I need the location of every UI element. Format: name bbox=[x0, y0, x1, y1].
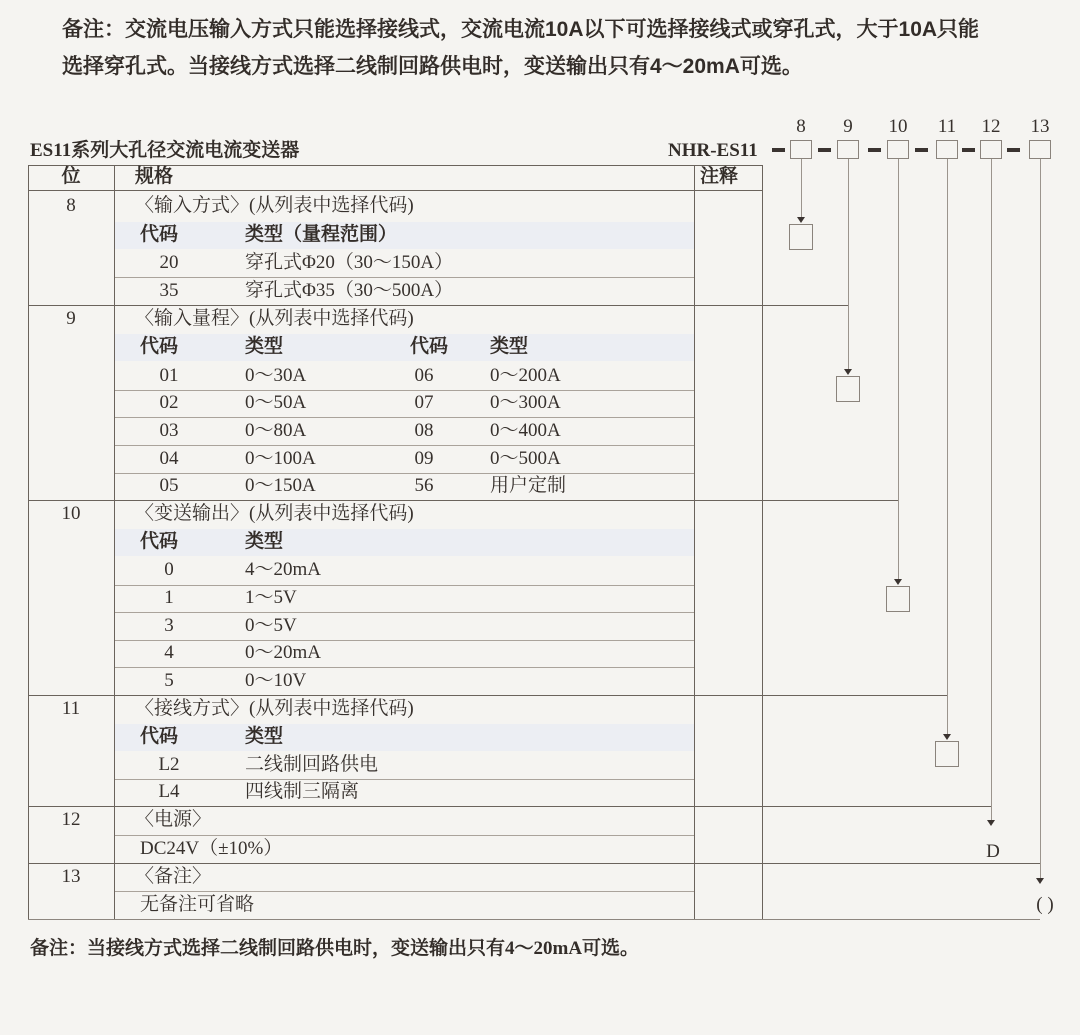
code-column-header: 代码 bbox=[140, 531, 179, 552]
dash-separator bbox=[915, 148, 928, 152]
type-column-header: 类型（量程范围） bbox=[245, 224, 398, 245]
code-cell: 08 bbox=[414, 420, 434, 441]
position-number: 13 bbox=[61, 866, 81, 887]
value-cell: 无备注可省略 bbox=[140, 894, 255, 915]
digit-label-12: 12 bbox=[981, 116, 1001, 137]
type-column-header: 类型 bbox=[245, 726, 284, 747]
model-digit-box-8 bbox=[790, 140, 812, 159]
type-cell: 0～10V bbox=[245, 670, 307, 691]
type-column-header: 类型 bbox=[490, 336, 529, 357]
code-cell: 03 bbox=[159, 420, 179, 441]
arrow-down-icon bbox=[797, 217, 805, 223]
code-cell: 56 bbox=[414, 475, 434, 496]
model-digit-box-12 bbox=[980, 140, 1002, 159]
model-digit-box-9 bbox=[837, 140, 859, 159]
top-note-line-1: 备注：交流电压输入方式只能选择接线式，交流电流10A以下可选择接线式或穿孔式，大于10A只能 bbox=[62, 18, 980, 41]
code-cell: 05 bbox=[159, 475, 179, 496]
code-header-band bbox=[115, 724, 694, 751]
code-column-header: 代码 bbox=[140, 224, 179, 245]
target-box-9 bbox=[836, 376, 860, 402]
group-label: 〈变送输出〉(从列表中选择代码) bbox=[135, 503, 414, 524]
type-cell: 0～50A bbox=[245, 392, 307, 413]
dash-separator bbox=[772, 148, 785, 152]
type-cell: 二线制回路供电 bbox=[245, 754, 379, 775]
dash-separator bbox=[1007, 148, 1020, 152]
code-header-band bbox=[115, 529, 694, 556]
bottom-note: 备注：当接线方式选择二线制回路供电时，变送输出只有4～20mA可选。 bbox=[30, 938, 640, 959]
connector-line-13 bbox=[1040, 159, 1041, 878]
dash-separator bbox=[962, 148, 975, 152]
page-title: ES11系列大孔径交流电流变送器 bbox=[30, 140, 300, 161]
model-digit-box-13 bbox=[1029, 140, 1051, 159]
type-cell: 0～300A bbox=[490, 392, 561, 413]
digit-label-11: 11 bbox=[937, 116, 957, 137]
code-cell: 20 bbox=[159, 252, 179, 273]
type-cell: 穿孔式Φ35（30～500A） bbox=[245, 280, 454, 301]
group-label: 〈输入量程〉(从列表中选择代码) bbox=[135, 308, 414, 329]
type-column-header: 类型 bbox=[245, 336, 284, 357]
arrow-down-icon bbox=[1036, 878, 1044, 884]
type-column-header: 类型 bbox=[245, 531, 284, 552]
code-cell: 01 bbox=[159, 365, 179, 386]
model-digit-box-11 bbox=[936, 140, 958, 159]
group-label: 〈接线方式〉(从列表中选择代码) bbox=[135, 698, 414, 719]
code-cell: 4 bbox=[164, 642, 174, 663]
code-cell: 3 bbox=[164, 615, 174, 636]
arrow-down-icon bbox=[987, 820, 995, 826]
code-cell: 09 bbox=[414, 448, 434, 469]
code-cell: L2 bbox=[158, 754, 180, 775]
type-cell: 0～500A bbox=[490, 448, 561, 469]
type-cell: 1～5V bbox=[245, 587, 297, 608]
target-box-8 bbox=[789, 224, 813, 250]
code-header-band bbox=[115, 334, 694, 361]
group-label: 〈输入方式〉(从列表中选择代码) bbox=[135, 195, 414, 216]
type-cell: 0～150A bbox=[245, 475, 316, 496]
type-cell: 0～200A bbox=[490, 365, 561, 386]
target-box-10 bbox=[886, 586, 910, 612]
type-cell: 0～5V bbox=[245, 615, 297, 636]
code-value-13: ( ) bbox=[1036, 894, 1054, 915]
model-digit-box-10 bbox=[887, 140, 909, 159]
header-spec: 规格 bbox=[135, 166, 174, 187]
code-cell: 1 bbox=[164, 587, 174, 608]
connector-line-12 bbox=[991, 159, 992, 820]
code-cell: 02 bbox=[159, 392, 179, 413]
digit-label-9: 9 bbox=[843, 116, 853, 137]
type-cell: 0～20mA bbox=[245, 642, 322, 663]
type-cell: 0～30A bbox=[245, 365, 307, 386]
code-cell: 5 bbox=[164, 670, 174, 691]
type-cell: 4～20mA bbox=[245, 559, 322, 580]
connector-line-10 bbox=[898, 159, 899, 579]
connector-line-11 bbox=[947, 159, 948, 734]
group-label: 〈备注〉 bbox=[135, 866, 212, 887]
digit-label-10: 10 bbox=[888, 116, 908, 137]
type-cell: 穿孔式Φ20（30～150A） bbox=[245, 252, 454, 273]
type-cell: 用户定制 bbox=[490, 475, 567, 496]
connector-line-8 bbox=[801, 159, 802, 217]
header-note: 注释 bbox=[700, 166, 739, 187]
position-number: 11 bbox=[61, 698, 81, 719]
code-column-header: 代码 bbox=[140, 726, 179, 747]
type-cell: 四线制三隔离 bbox=[245, 781, 360, 802]
position-number: 9 bbox=[66, 308, 76, 329]
arrow-down-icon bbox=[894, 579, 902, 585]
code-cell: 35 bbox=[159, 280, 179, 301]
code-cell: 0 bbox=[164, 559, 174, 580]
code-cell: 04 bbox=[159, 448, 179, 469]
code-column-header: 代码 bbox=[140, 336, 179, 357]
digit-label-13: 13 bbox=[1030, 116, 1050, 137]
target-box-11 bbox=[935, 741, 959, 767]
position-number: 10 bbox=[61, 503, 81, 524]
table-border-bottom bbox=[28, 919, 1040, 920]
code-cell: L4 bbox=[158, 781, 180, 802]
connector-line-9 bbox=[848, 159, 849, 369]
code-column-header: 代码 bbox=[410, 336, 449, 357]
code-cell: 07 bbox=[414, 392, 434, 413]
code-value-12: D bbox=[986, 841, 1000, 862]
code-cell: 06 bbox=[414, 365, 434, 386]
position-number: 8 bbox=[66, 195, 76, 216]
digit-label-8: 8 bbox=[796, 116, 806, 137]
dash-separator bbox=[818, 148, 831, 152]
header-position: 位 bbox=[61, 166, 81, 187]
top-note-line-2: 选择穿孔式。当接线方式选择二线制回路供电时，变送输出只有4～20mA可选。 bbox=[62, 55, 803, 78]
arrow-down-icon bbox=[943, 734, 951, 740]
group-label: 〈电源〉 bbox=[135, 809, 212, 830]
position-number: 12 bbox=[61, 809, 81, 830]
type-cell: 0～400A bbox=[490, 420, 561, 441]
type-cell: 0～100A bbox=[245, 448, 316, 469]
model-code: NHR-ES11 bbox=[668, 140, 758, 161]
code-header-band bbox=[115, 222, 694, 249]
value-cell: DC24V（±10%） bbox=[140, 838, 283, 859]
arrow-down-icon bbox=[844, 369, 852, 375]
type-cell: 0～80A bbox=[245, 420, 307, 441]
dash-separator bbox=[868, 148, 881, 152]
